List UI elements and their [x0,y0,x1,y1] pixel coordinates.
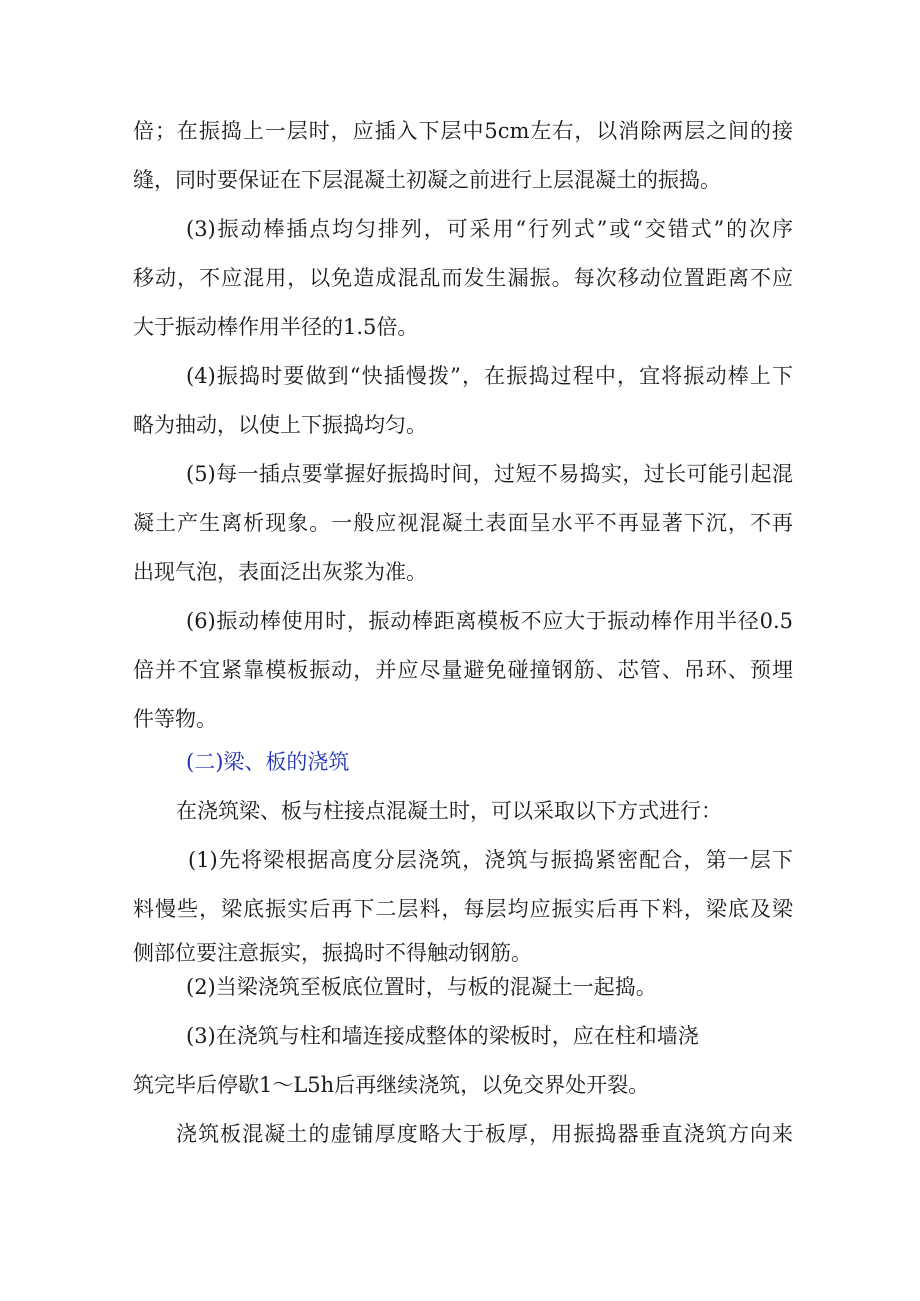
paragraph-line: 筑完毕后停歇1～L5h后再继续浇筑，以免交界处开裂。 [133,1073,650,1097]
paragraph-line: (6)振动棒使用时，振动棒距离模板不应大于振动棒作用半径0.5 [186,609,793,633]
paragraph-line: 料慢些，梁底振实后再下二层料，每层均应振实后再下料，梁底及梁 [133,897,793,921]
paragraph-line: 在浇筑梁、板与柱接点混凝土时，可以采取以下方式进行： [176,799,722,823]
paragraph-line: 件等物。 [133,707,217,731]
paragraph-line: 移动，不应混用，以免造成混乱而发生漏振。每次移动位置距离不应 [133,266,793,290]
paragraph-line: (3)振动棒插点均匀排列，可采用“行列式”或“交错式”的次序 [186,217,793,241]
paragraph-line: (5)每一插点要掌握好振捣时间，过短不易捣实，过长可能引起混 [186,462,793,486]
paragraph-line: (4)振捣时要做到“快插慢拨”，在振捣过程中，宜将振动棒上下 [186,364,793,388]
paragraph-line: 大于振动棒作用半径的1.5倍。 [133,315,419,339]
paragraph-line: 浇筑板混凝土的虚铺厚度略大于板厚，用振捣器垂直浇筑方向来 [176,1122,793,1146]
paragraph-line: 倍并不宜紧靠模板振动，并应尽量避免碰撞钢筋、芯管、吊环、预埋 [133,658,793,682]
paragraph-line: 略为抽动，以使上下振捣均匀。 [133,413,427,437]
paragraph-line: 出现气泡，表面泛出灰浆为准。 [133,560,427,584]
paragraph-line: 凝土产生离析现象。一般应视混凝土表面呈水平不再显著下沉，不再 [133,511,793,535]
paragraph-line: (2)当梁浇筑至板底位置时，与板的混凝土一起捣。 [186,975,657,999]
section-heading: (二)梁、板的浇筑 [186,750,350,774]
paragraph-line: 缝，同时要保证在下层混凝土初凝之前进行上层混凝土的振捣。 [133,168,721,192]
paragraph-line: 侧部位要注意振实，振捣时不得触动钢筋。 [133,941,532,965]
paragraph-line: 倍；在振捣上一层时，应插入下层中5cm左右，以消除两层之间的接 [133,119,793,143]
paragraph-line: (1)先将梁根据高度分层浇筑，浇筑与振捣紧密配合，第一层下 [188,848,793,872]
paragraph-line: (3)在浇筑与柱和墙连接成整体的梁板时，应在柱和墙浇 [186,1024,699,1048]
